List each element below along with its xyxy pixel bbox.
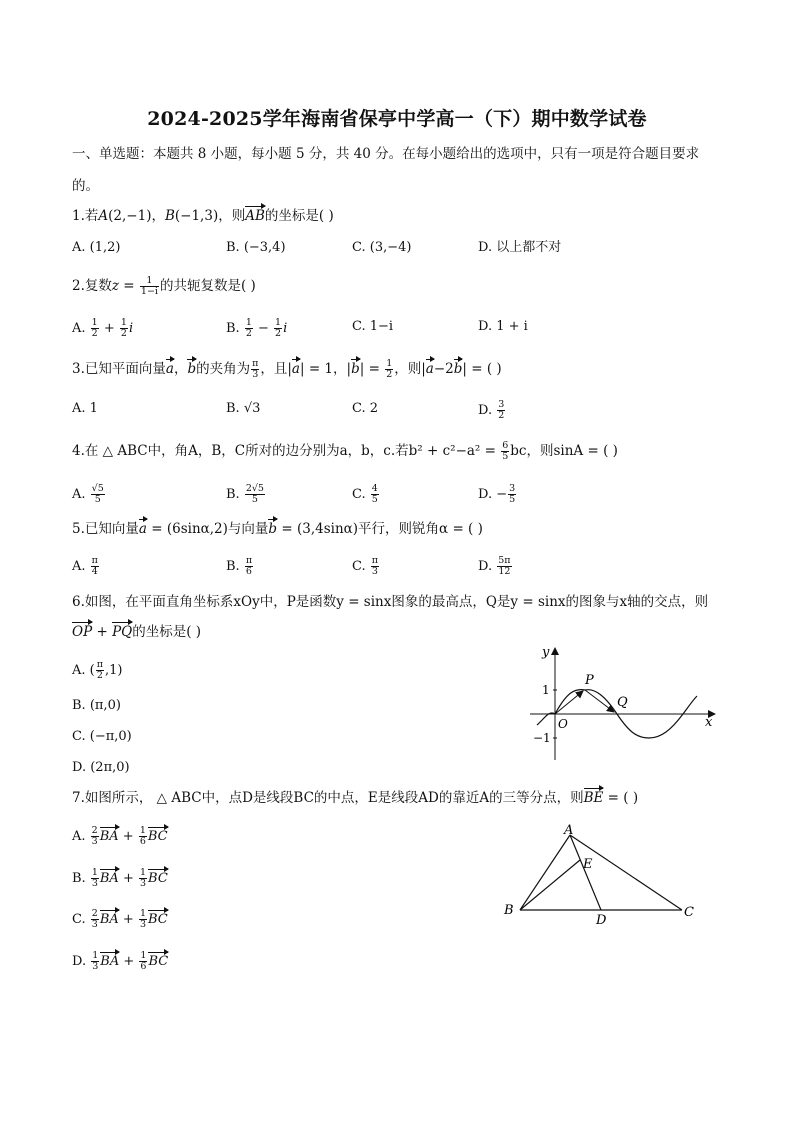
q3-option-d: D. $\frac{3}{2}$ bbox=[478, 399, 505, 421]
question-number: 1. bbox=[72, 208, 85, 224]
page-title: 2024-2025学年海南省保亭中学高一（下）期中数学试卷 bbox=[147, 108, 647, 130]
vertex-c-label: C bbox=[684, 905, 694, 920]
question-text: 复数 bbox=[84, 278, 112, 294]
point-b: B bbox=[164, 208, 175, 224]
question-1 bbox=[72, 207, 334, 225]
q4-option-b: B. $\frac{2√5}{5}$ bbox=[226, 483, 264, 505]
q6-option-b: B. (π,0) bbox=[72, 698, 121, 713]
x-label: x bbox=[705, 715, 713, 730]
point-q-label: Q bbox=[617, 695, 628, 710]
equation: z = bbox=[111, 278, 139, 294]
q7-option-d: D. $\frac{1}{3}$ BA + $\frac{1}{6}$ BC bbox=[72, 950, 169, 972]
triangle-figure bbox=[500, 820, 700, 930]
question-text: (2,−1)， bbox=[108, 208, 165, 224]
q4-option-c: C. $\frac{4}{5}$ bbox=[352, 483, 378, 505]
q3-option-b: B. √3 bbox=[226, 401, 261, 416]
question-6-line2: OP + PQ的坐标是( ) bbox=[72, 624, 202, 640]
q7-option-c: C. $\frac{2}{3}$ BA + $\frac{1}{3}$ BC bbox=[72, 908, 168, 930]
q1-option-d: D. 以上都不对 bbox=[478, 240, 562, 255]
question-7: 7.如图所示， △ ABC中，点D是线段BC的中点，E是线段AD的靠近A的三等分点，则BE = ( ) bbox=[72, 790, 639, 806]
q6-option-d: D. (2π,0) bbox=[72, 760, 130, 775]
point-e-label: E bbox=[583, 857, 593, 872]
section-instructions-line2: 的。 bbox=[72, 178, 99, 194]
q4-option-a: A. $\frac{√5}{5}$ bbox=[72, 483, 104, 505]
q1-option-b: B. (−3,4) bbox=[226, 240, 286, 255]
tick-neg-one: −1 bbox=[533, 731, 551, 745]
question-text: 的坐标是( ) bbox=[264, 208, 334, 224]
q2-option-a: A. $\frac{1}{2}$ + $\frac{1}{2}$ i bbox=[72, 317, 134, 339]
q5-option-c: C. $\frac{\pi}{3}$ bbox=[352, 555, 379, 577]
q6-option-a: A. ( $\frac{\pi}{2}$ ,1) bbox=[72, 659, 123, 681]
q5-option-b: B. $\frac{\pi}{6}$ bbox=[226, 555, 253, 577]
fraction: $\frac{1}{1-i}$ bbox=[140, 275, 158, 297]
q3-option-c: C. 2 bbox=[352, 401, 379, 416]
question-4: 4.在 △ ABC中，角A，B，C所对的边分别为a，b，c.若b² + c²−a² = $\frac{6}{5}$ bc，则sinA = ( ) bbox=[72, 440, 618, 462]
point-d-label: D bbox=[596, 913, 607, 928]
vertex-b-label: B bbox=[504, 903, 514, 918]
q5-option-d: D. $\frac{5\pi}{12}$ bbox=[478, 555, 511, 577]
q2-option-b: B. $\frac{1}{2}$ − $\frac{1}{2}$ i bbox=[226, 317, 288, 339]
question-2 bbox=[72, 276, 256, 297]
question-text: 的共轭复数是( ) bbox=[159, 278, 256, 294]
point-p-label: P bbox=[585, 673, 594, 688]
tick-one: 1 bbox=[542, 683, 550, 697]
q6-option-c: C. (−π,0) bbox=[72, 729, 132, 744]
q4-option-d: D. − $\frac{3}{5}$ bbox=[478, 483, 516, 505]
point-a: A bbox=[98, 208, 109, 224]
q7-option-a: A. $\frac{2}{3}$ BA + $\frac{1}{6}$ BC bbox=[72, 825, 168, 847]
sine-graph-figure bbox=[525, 640, 725, 765]
side-ab bbox=[520, 835, 570, 910]
q2-option-d: D. 1 + i bbox=[478, 319, 528, 334]
q5-option-a: A. $\frac{\pi}{4}$ bbox=[72, 555, 98, 577]
vertex-a-label: A bbox=[564, 823, 574, 838]
vector-ab: AB bbox=[245, 208, 265, 224]
q1-option-c: C. (3,−4) bbox=[352, 240, 412, 255]
q1-option-a: A. (1,2) bbox=[72, 240, 121, 255]
q7-option-b: B. $\frac{1}{3}$ BA + $\frac{1}{3}$ BC bbox=[72, 867, 168, 889]
vector-a: a bbox=[165, 361, 174, 377]
origin-label: O bbox=[558, 717, 568, 731]
segment-be bbox=[520, 860, 580, 910]
section-instructions-line1: 一、单选题：本题共 8 小题，每小题 5 分，共 40 分。在每小题给出的选项中，只有一项是符合题目要求 bbox=[72, 146, 700, 162]
q2-option-c: C. 1−i bbox=[352, 319, 394, 334]
question-6: 6.如图，在平面直角坐标系xOy中，P是函数y = sinx图象的最高点，Q是y = sinx的图象与x轴的交点，则 bbox=[72, 594, 709, 610]
question-text: 若 bbox=[84, 208, 99, 224]
y-label: y bbox=[542, 645, 550, 660]
q3-option-a: A. 1 bbox=[72, 401, 98, 416]
side-ac bbox=[570, 835, 682, 910]
question-5: 5.已知向量a = (6sinα,2)与向量b = (3,4sinα)平行，则锐角α = ( ) bbox=[72, 521, 483, 537]
median-ad bbox=[570, 835, 601, 910]
question-text: (−1,3)，则 bbox=[174, 208, 246, 224]
question-3: 3.已知平面向量a，b的夹角为 $\frac{\pi}{3}$ ，且|a| = 1，|b| = $\frac{1}{2}$ ，则|a−2b| = ( ) bbox=[72, 358, 502, 380]
question-number: 2. bbox=[72, 278, 85, 294]
vector-b: b bbox=[187, 361, 197, 377]
vector-pq bbox=[585, 690, 614, 712]
